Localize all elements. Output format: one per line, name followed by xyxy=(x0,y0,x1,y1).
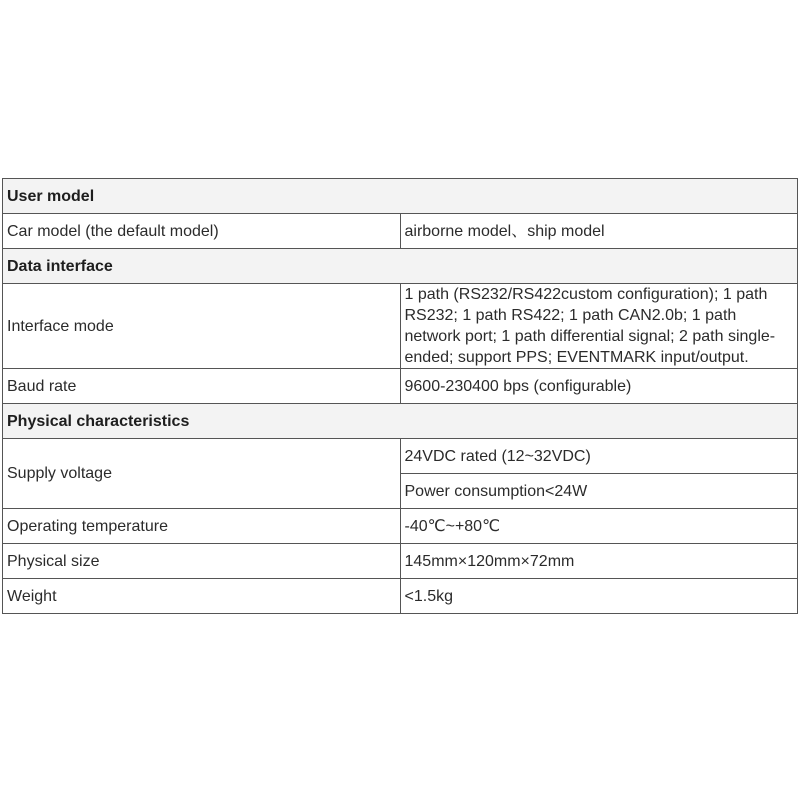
value-car-model: airborne model、ship model xyxy=(400,214,798,249)
table-row-operating-temperature xyxy=(3,509,798,544)
label-operating-temperature: Operating temperature xyxy=(3,509,401,544)
spec-table xyxy=(2,178,798,614)
value-operating-temperature: -40℃~+80℃ xyxy=(400,509,798,544)
value-power-consumption: Power consumption<24W xyxy=(400,474,798,509)
label-baud-rate: Baud rate xyxy=(3,369,401,404)
label-car-model: Car model (the default model) xyxy=(3,214,401,249)
table-row-baud-rate xyxy=(3,369,798,404)
section-row-data-interface xyxy=(3,249,798,284)
value-baud-rate: 9600-230400 bps (configurable) xyxy=(400,369,798,404)
table-row-physical-size xyxy=(3,544,798,579)
section-title-data-interface: Data interface xyxy=(3,249,798,284)
table-row-interface-mode xyxy=(3,284,798,369)
value-supply-voltage-rated: 24VDC rated (12~32VDC) xyxy=(400,439,798,474)
value-interface-mode: 1 path (RS232/RS422custom configuration); 1 path RS232; 1 path RS422; 1 path CAN2.0b; 1 path network port; 1 path differential signal; 2 path single-ended; support PPS; EVENTMARK input/output. xyxy=(400,284,798,369)
section-row-user-model xyxy=(3,179,798,214)
section-title-user-model: User model xyxy=(3,179,798,214)
label-interface-mode: Interface mode xyxy=(3,284,401,369)
label-weight: Weight xyxy=(3,579,401,614)
label-physical-size: Physical size xyxy=(3,544,401,579)
table-row-weight xyxy=(3,579,798,614)
label-supply-voltage: Supply voltage xyxy=(3,439,401,509)
section-row-physical-characteristics xyxy=(3,404,798,439)
value-weight: <1.5kg xyxy=(400,579,798,614)
value-physical-size: 145mm×120mm×72mm xyxy=(400,544,798,579)
section-title-physical-characteristics: Physical characteristics xyxy=(3,404,798,439)
table-row-supply-voltage xyxy=(3,439,798,474)
table-row-car-model xyxy=(3,214,798,249)
